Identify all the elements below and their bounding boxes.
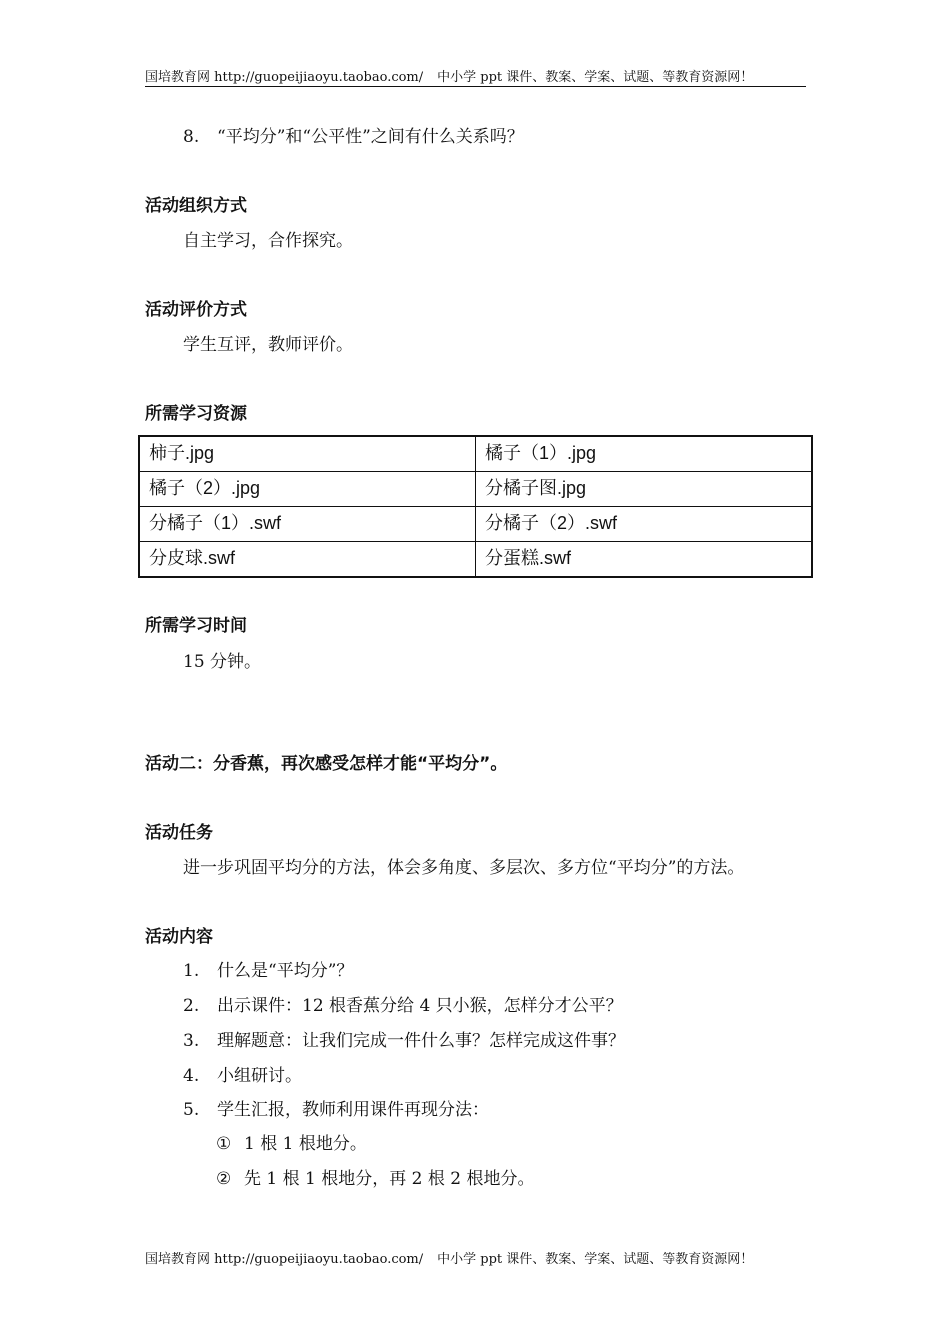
table-cell: 分皮球.swf bbox=[139, 542, 476, 578]
section-title-resources: 所需学习资源 bbox=[145, 404, 247, 424]
section-title-organization: 活动组织方式 bbox=[145, 196, 247, 216]
sub-list-item bbox=[216, 1168, 535, 1190]
table-cell: 橘子（2）.jpg bbox=[139, 472, 476, 507]
list-item-8 bbox=[183, 126, 524, 148]
footer-site: 国培教育网 http://guopeijiaoyu.taobao.com/ bbox=[145, 1252, 424, 1267]
task-text: 进一步巩固平均分的方法，体会多角度、多层次、多方位“平均分”的方法。 bbox=[183, 858, 745, 878]
list-item bbox=[183, 995, 623, 1017]
section-title-evaluation: 活动评价方式 bbox=[145, 300, 247, 320]
table-row bbox=[139, 542, 812, 578]
table-cell: 分蛋糕.swf bbox=[476, 542, 813, 578]
table-cell: 分橘子（2）.swf bbox=[476, 507, 813, 542]
list-text: 学生汇报，教师利用课件再现分法： bbox=[217, 1100, 489, 1120]
list-item bbox=[183, 1030, 625, 1052]
evaluation-text: 学生互评，教师评价。 bbox=[183, 335, 353, 355]
table-row bbox=[139, 436, 812, 472]
list-item bbox=[183, 1099, 489, 1121]
sub-list-mark: ② bbox=[216, 1169, 232, 1189]
sub-list-text: 先 1 根 1 根地分，再 2 根 2 根地分。 bbox=[244, 1169, 535, 1189]
sub-list-mark: ① bbox=[216, 1134, 232, 1154]
page-footer bbox=[145, 1248, 753, 1267]
section-title-time: 所需学习时间 bbox=[145, 616, 247, 636]
sub-list-item bbox=[216, 1133, 367, 1155]
list-number: 4. bbox=[183, 1066, 200, 1086]
time-text: 15 分钟。 bbox=[183, 652, 262, 672]
list-number: 3. bbox=[183, 1031, 200, 1051]
footer-tagline: 中小学 ppt 课件、教案、学案、试题、等教育资源网！ bbox=[437, 1252, 754, 1267]
table-cell: 橘子（1）.jpg bbox=[476, 436, 813, 472]
list-number: 2. bbox=[183, 996, 200, 1016]
table-cell: 分橘子（1）.swf bbox=[139, 507, 476, 542]
list-text: 小组研讨。 bbox=[217, 1066, 302, 1086]
list-number: 1. bbox=[183, 961, 200, 981]
list-text: 理解题意：让我们完成一件什么事？怎样完成这件事？ bbox=[217, 1031, 625, 1051]
list-text: 什么是“平均分”？ bbox=[217, 961, 354, 981]
table-row bbox=[139, 472, 812, 507]
list-text: “平均分”和“公平性”之间有什么关系吗？ bbox=[217, 127, 524, 147]
organization-text: 自主学习，合作探究。 bbox=[183, 231, 353, 251]
list-item bbox=[183, 1065, 302, 1087]
page-header bbox=[145, 66, 806, 87]
list-number: 5. bbox=[183, 1100, 200, 1120]
table-row bbox=[139, 507, 812, 542]
resources-table bbox=[138, 435, 813, 578]
table-cell: 分橘子图.jpg bbox=[476, 472, 813, 507]
section-title-task: 活动任务 bbox=[145, 823, 213, 843]
activity2-title: 活动二：分香蕉，再次感受怎样才能“平均分”。 bbox=[145, 754, 508, 774]
header-site: 国培教育网 http://guopeijiaoyu.taobao.com/ bbox=[145, 70, 424, 85]
table-cell: 柿子.jpg bbox=[139, 436, 476, 472]
list-text: 出示课件：12 根香蕉分给 4 只小猴，怎样分才公平？ bbox=[217, 996, 623, 1016]
section-title-content: 活动内容 bbox=[145, 927, 213, 947]
sub-list-text: 1 根 1 根地分。 bbox=[244, 1134, 367, 1154]
list-number: 8. bbox=[183, 127, 200, 147]
list-item bbox=[183, 960, 353, 982]
header-tagline: 中小学 ppt 课件、教案、学案、试题、等教育资源网！ bbox=[437, 70, 754, 85]
